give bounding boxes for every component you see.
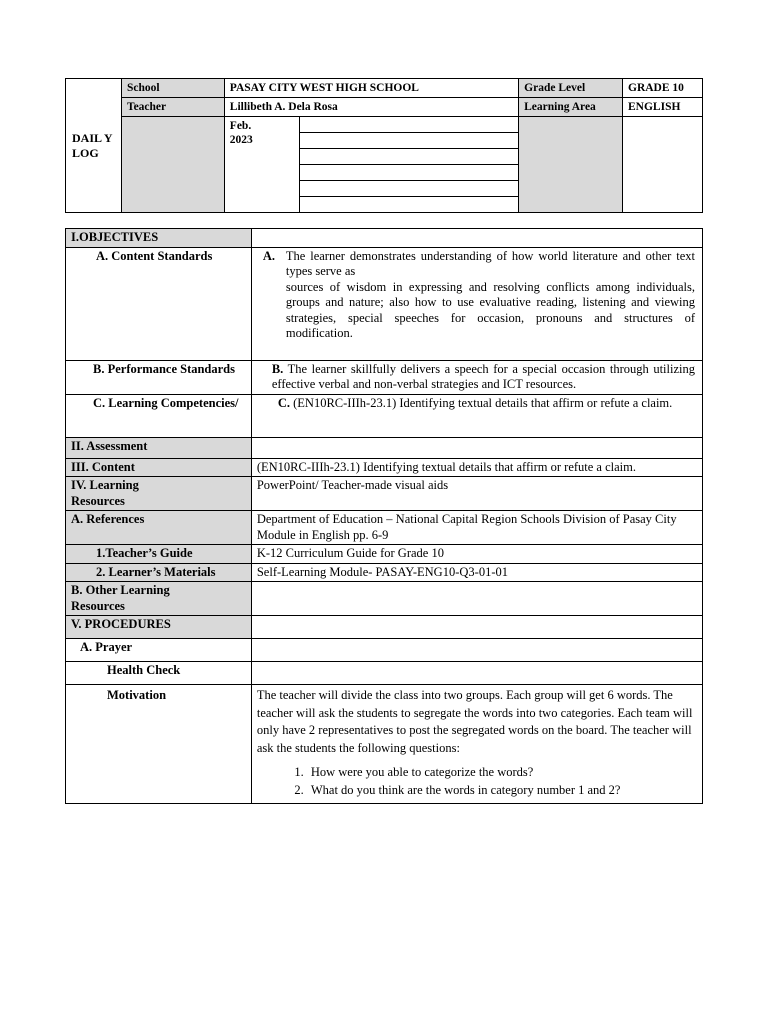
- learners-materials-label: 2. Learner’s Materials: [66, 563, 252, 582]
- learning-competencies-label: [66, 394, 252, 437]
- content-standards-marker: A.: [262, 248, 275, 263]
- performance-standards-marker: B.: [271, 361, 284, 376]
- learning-area-value: ENGLISH: [623, 98, 703, 117]
- other-resources-text: B. Other Learning Resources: [71, 583, 170, 613]
- other-resources-label: [66, 582, 252, 616]
- blank-row-cell: [299, 149, 518, 165]
- learning-competencies-text: C. Learning Competencies/: [93, 395, 239, 410]
- learning-resources-value: PowerPoint/ Teacher-made visual aids: [251, 477, 702, 511]
- performance-standards-label: [66, 360, 252, 394]
- assessment-value: [251, 437, 702, 458]
- content-standards-text-1: The learner demonstrates understanding of how world literature and other text types serve as: [285, 248, 695, 278]
- learning-resources-text: IV. Learning Resources: [71, 478, 139, 508]
- teacher-label: Teacher: [121, 98, 224, 117]
- blank-row-cell: [299, 117, 518, 133]
- teachers-guide-value: K-12 Curriculum Guide for Grade 10: [251, 545, 702, 564]
- motivation-label: Motivation: [66, 685, 252, 804]
- learning-competencies-marker: C.: [277, 395, 290, 410]
- teachers-guide-label: 1.Teacher’s Guide: [66, 545, 252, 564]
- date-cell: [224, 117, 299, 213]
- other-resources-value: [251, 582, 702, 616]
- school-label: School: [121, 79, 224, 98]
- procedures-heading: V. PROCEDURES: [66, 616, 252, 639]
- content-label: III. Content: [66, 458, 252, 477]
- blank-row-cell: [299, 165, 518, 181]
- health-check-value: [251, 662, 702, 685]
- prayer-label: A. Prayer: [66, 639, 252, 662]
- learning-competencies-value: (EN10RC-IIIh-23.1) Identifying textual details that affirm or refute a claim.: [293, 395, 673, 410]
- blank-row-cell: [299, 133, 518, 149]
- learning-competencies-cell: [251, 394, 702, 437]
- content-standards-label: A. Content Standards: [66, 247, 252, 360]
- content-standards-text-2: sources of wisdom in expressing and resolving conflicts among individuals, groups and nature; also how to use evaluative reading, listening and viewing strategies, special speeches for occasion, pronouns and structures of modification.: [285, 279, 695, 340]
- question-item: 2. What do you think are the words in category number 1 and 2?: [307, 781, 697, 799]
- school-value: PASAY CITY WEST HIGH SCHOOL: [224, 79, 518, 98]
- date-year: 2023: [229, 134, 253, 146]
- lesson-plan-table: [65, 228, 703, 804]
- date-month: Feb.: [229, 120, 252, 132]
- header-table: [65, 78, 703, 213]
- learners-materials-value: Self-Learning Module- PASAY-ENG10-Q3-01-01: [251, 563, 702, 582]
- objectives-blank: [251, 229, 702, 248]
- blank-cell: [623, 117, 703, 213]
- motivation-text: The teacher will divide the class into two groups. Each group will get 6 words. The teacher will ask the students to segregate the words into two categories. Each team will only have 2 representatives to post the segregated words on the board. The teacher will ask the students the following questions:: [256, 688, 693, 755]
- procedures-blank: [251, 616, 702, 639]
- teacher-value: Lillibeth A. Dela Rosa: [224, 98, 518, 117]
- blank-gray-cell: [519, 117, 623, 213]
- blank-row-cell: [299, 181, 518, 197]
- prayer-value: [251, 639, 702, 662]
- references-label: A. References: [66, 511, 252, 545]
- assessment-label: II. Assessment: [66, 437, 252, 458]
- question-item: 1. How were you able to categorize the words?: [307, 763, 697, 781]
- health-check-label: Health Check: [66, 662, 252, 685]
- motivation-cell: [251, 685, 702, 804]
- grade-level-value: GRADE 10: [623, 79, 703, 98]
- content-value: (EN10RC-IIIh-23.1) Identifying textual details that affirm or refute a claim.: [251, 458, 702, 477]
- questions-list: [257, 763, 697, 799]
- performance-standards-text: B. Performance Standards: [93, 361, 235, 376]
- content-standards-cell: [251, 247, 702, 360]
- date-label-cell: [121, 117, 224, 213]
- learning-area-label: Learning Area: [519, 98, 623, 117]
- blank-row-cell: [299, 197, 518, 213]
- performance-standards-cell: [251, 360, 702, 394]
- performance-standards-value: The learner skillfully delivers a speech for a special occasion through utilizing effective verbal and non-verbal strategies and ICT resources.: [271, 361, 695, 391]
- grade-level-label: Grade Level: [519, 79, 623, 98]
- daily-log-title: DAIL Y LOG: [66, 79, 122, 213]
- references-value: Department of Education – National Capital Region Schools Division of Pasay City Module in English pp. 6-9: [251, 511, 702, 545]
- learning-resources-label: [66, 477, 252, 511]
- objectives-heading: I.OBJECTIVES: [66, 229, 252, 248]
